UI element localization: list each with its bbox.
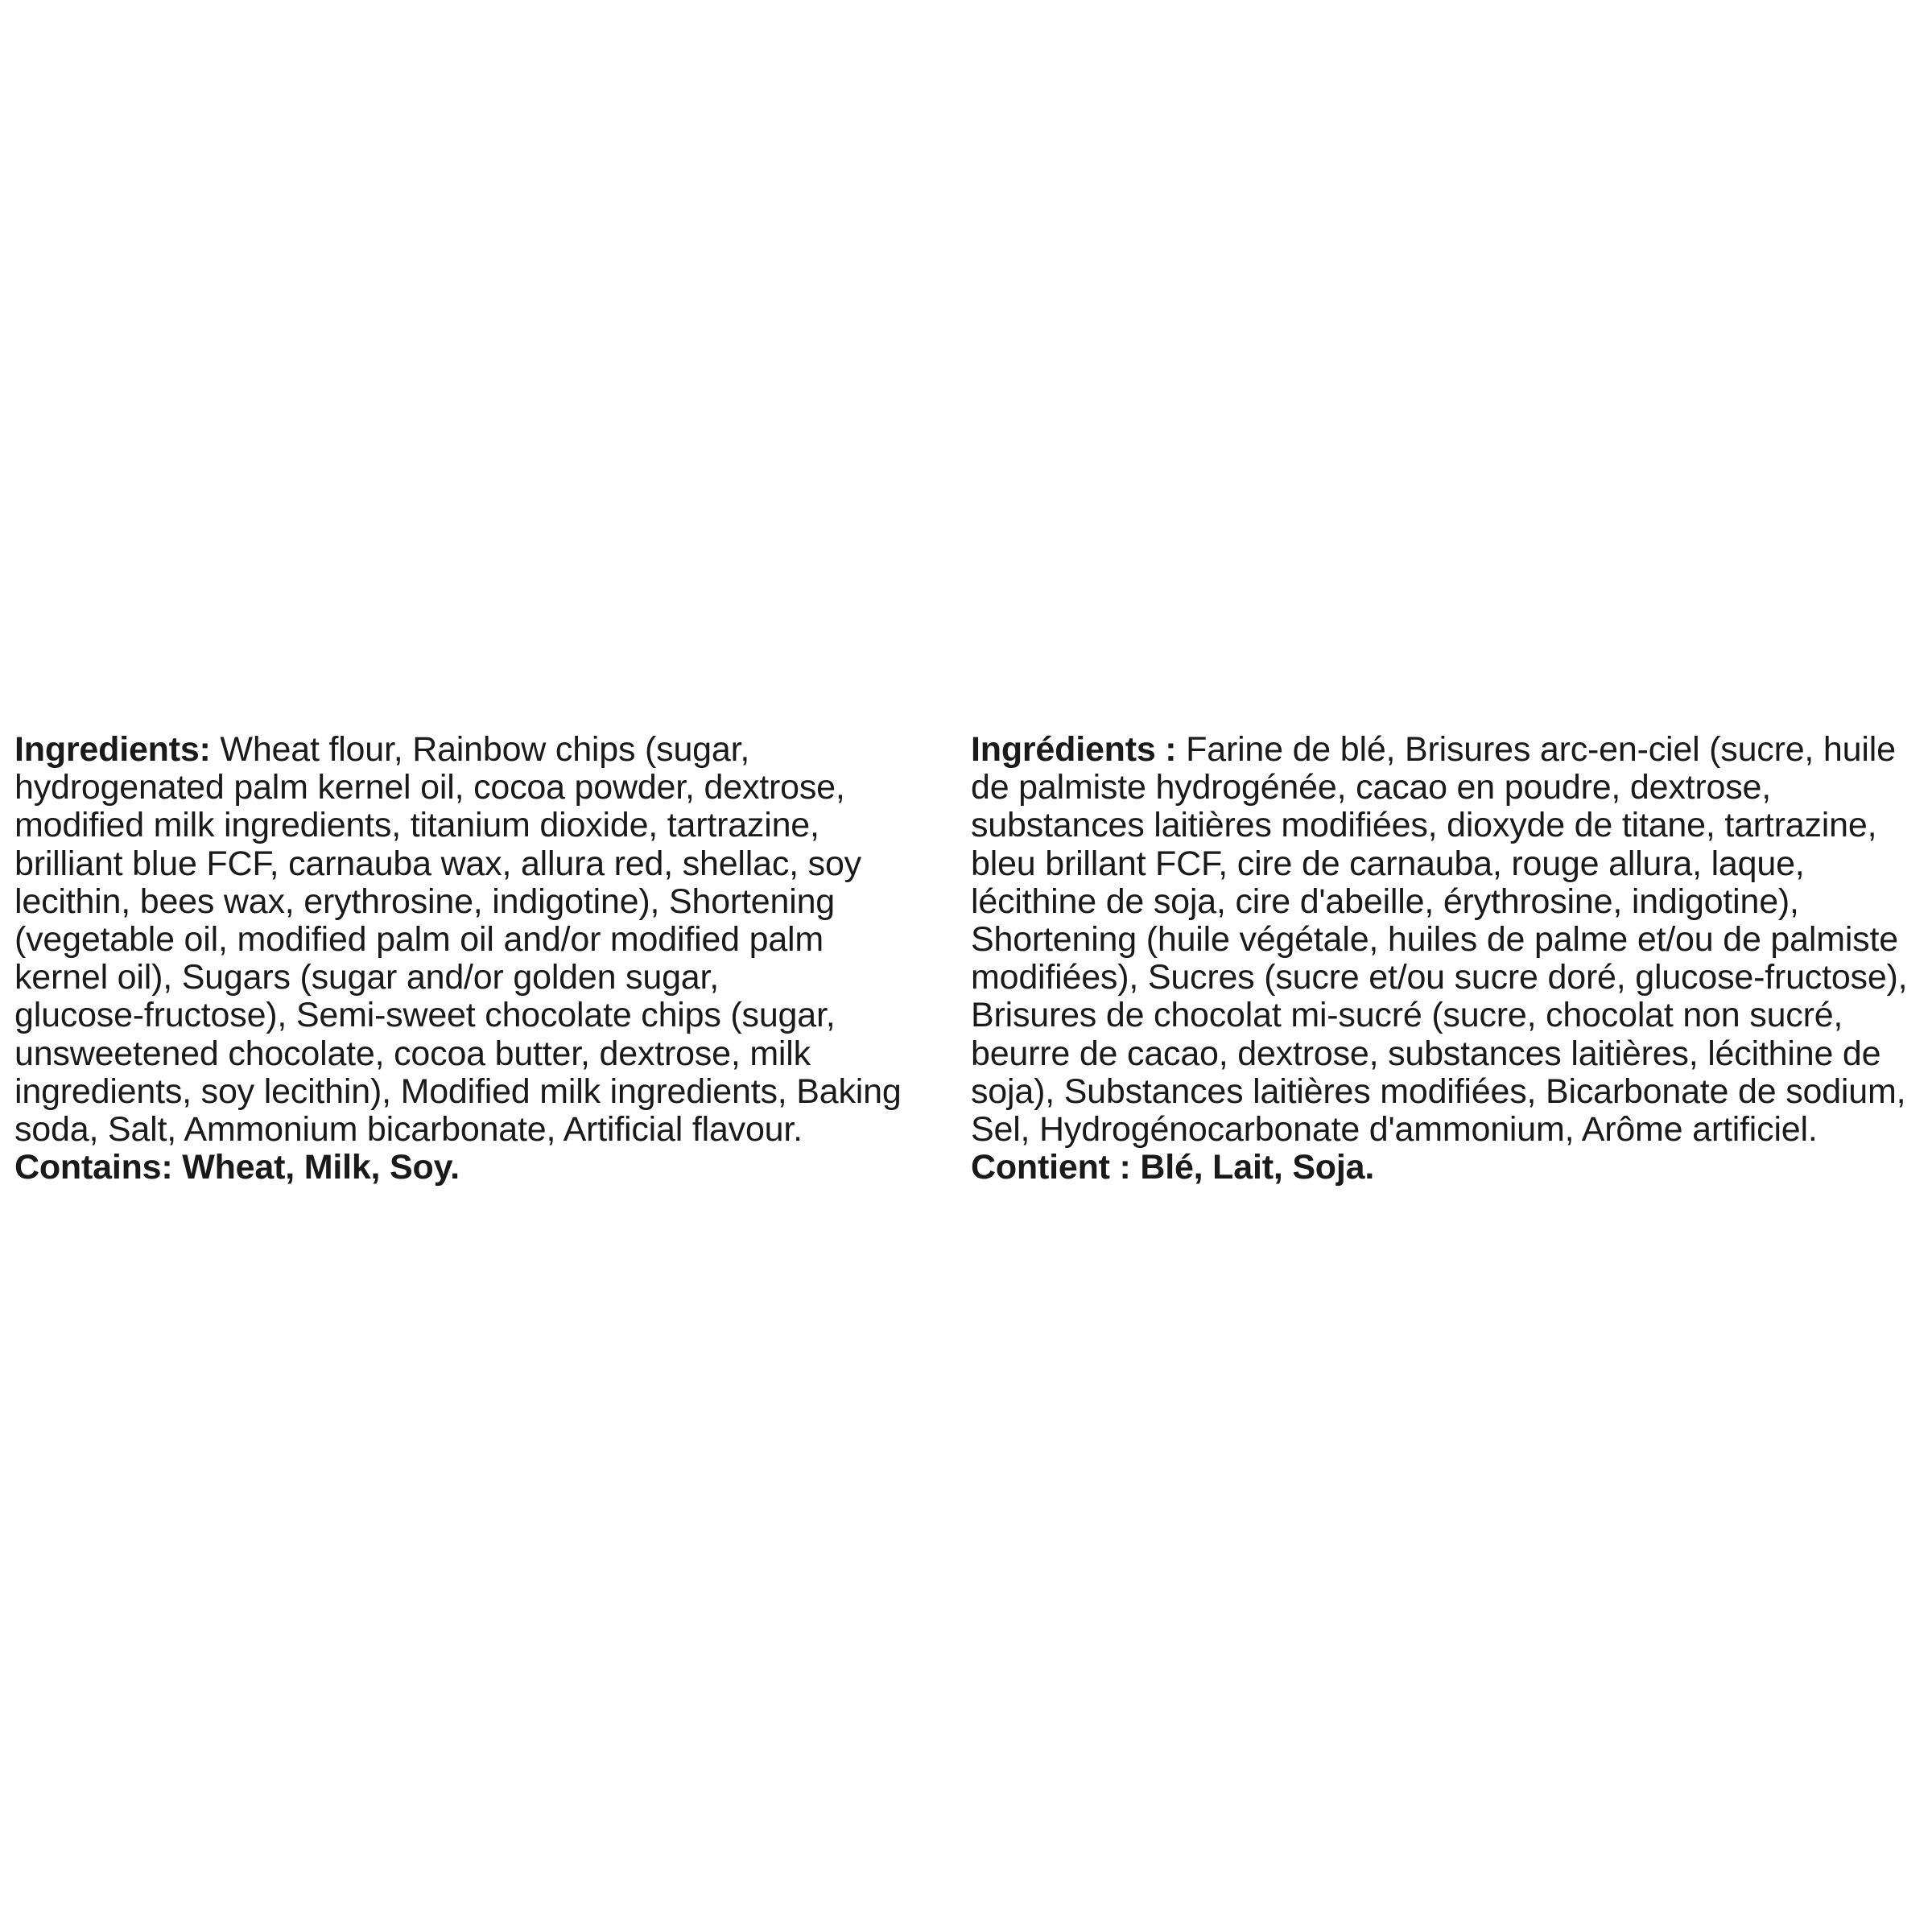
ingredients-text: Farine de blé, Brisures arc-en-ciel (sucre, huile bbox=[1176, 730, 1896, 769]
ingredients-line: lécithine de soja, cire d'abeille, érythrosine, indigotine), bbox=[971, 881, 1799, 921]
ingredients-line: soja), Substances laitières modifiées, Bicarbonate de sodium, bbox=[971, 1071, 1906, 1111]
ingredients-line: modified milk ingredients, titanium dioxide, tartrazine, bbox=[14, 806, 819, 845]
contains-label: Contient : bbox=[971, 1148, 1131, 1187]
ingredients-text: Wheat flour, Rainbow chips (sugar, bbox=[210, 730, 750, 769]
ingredients-line: soda, Salt, Ammonium bicarbonate, Artificial flavour. bbox=[14, 1110, 803, 1150]
ingredients-line: beurre de cacao, dextrose, substances laitières, lécithine de bbox=[971, 1034, 1881, 1073]
ingredients-line: kernel oil), Sugars (sugar and/or golden sugar, bbox=[14, 958, 719, 997]
ingredients-label: Ingrédients : bbox=[971, 730, 1177, 769]
ingredients-line: hydrogenated palm kernel oil, cocoa powder, dextrose, bbox=[14, 768, 845, 807]
ingredients-line: (vegetable oil, modified palm oil and/or modified palm bbox=[14, 920, 824, 960]
ingredients-panel-french bbox=[971, 730, 1908, 1187]
ingredients-line: brilliant blue FCF, carnauba wax, allura red, shellac, soy bbox=[14, 844, 861, 883]
ingredients-line: substances laitières modifiées, dioxyde de titane, tartrazine, bbox=[971, 806, 1877, 845]
allergen-statement bbox=[971, 1149, 1905, 1187]
ingredients-label: Ingredients: bbox=[14, 730, 211, 769]
ingredients-line: unsweetened chocolate, cocoa butter, dextrose, milk bbox=[14, 1034, 811, 1073]
ingredients-line: bleu brillant FCF, cire de carnauba, rouge allura, laque, bbox=[971, 844, 1805, 883]
allergen-statement bbox=[14, 1149, 948, 1187]
ingredients-panel-english bbox=[14, 731, 948, 1187]
contains-text: Wheat, Milk, Soy. bbox=[172, 1148, 460, 1187]
contains-text: Blé, Lait, Soja. bbox=[1130, 1148, 1375, 1187]
ingredients-line: Shortening (huile végétale, huiles de palme et/ou de palmiste bbox=[971, 920, 1898, 960]
ingredients-line-1 bbox=[971, 731, 1905, 769]
ingredients-line-1 bbox=[14, 731, 948, 769]
ingredients-line: ingredients, soy lecithin), Modified milk ingredients, Baking bbox=[14, 1071, 902, 1111]
ingredients-line: lecithin, bees wax, erythrosine, indigotine), Shortening bbox=[14, 881, 835, 921]
contains-label: Contains: bbox=[14, 1148, 173, 1187]
ingredients-line: Brisures de chocolat mi-sucré (sucre, chocolat non sucré, bbox=[971, 996, 1843, 1035]
ingredients-line: modifiées), Sucres (sucre et/ou sucre doré, glucose-fructose), bbox=[971, 958, 1908, 997]
ingredients-line: glucose-fructose), Semi-sweet chocolate chips (sugar, bbox=[14, 996, 836, 1035]
ingredients-line: de palmiste hydrogénée, cacao en poudre, dextrose, bbox=[971, 768, 1771, 807]
ingredients-line: Sel, Hydrogénocarbonate d'ammonium, Arôme artificiel. bbox=[971, 1110, 1818, 1150]
